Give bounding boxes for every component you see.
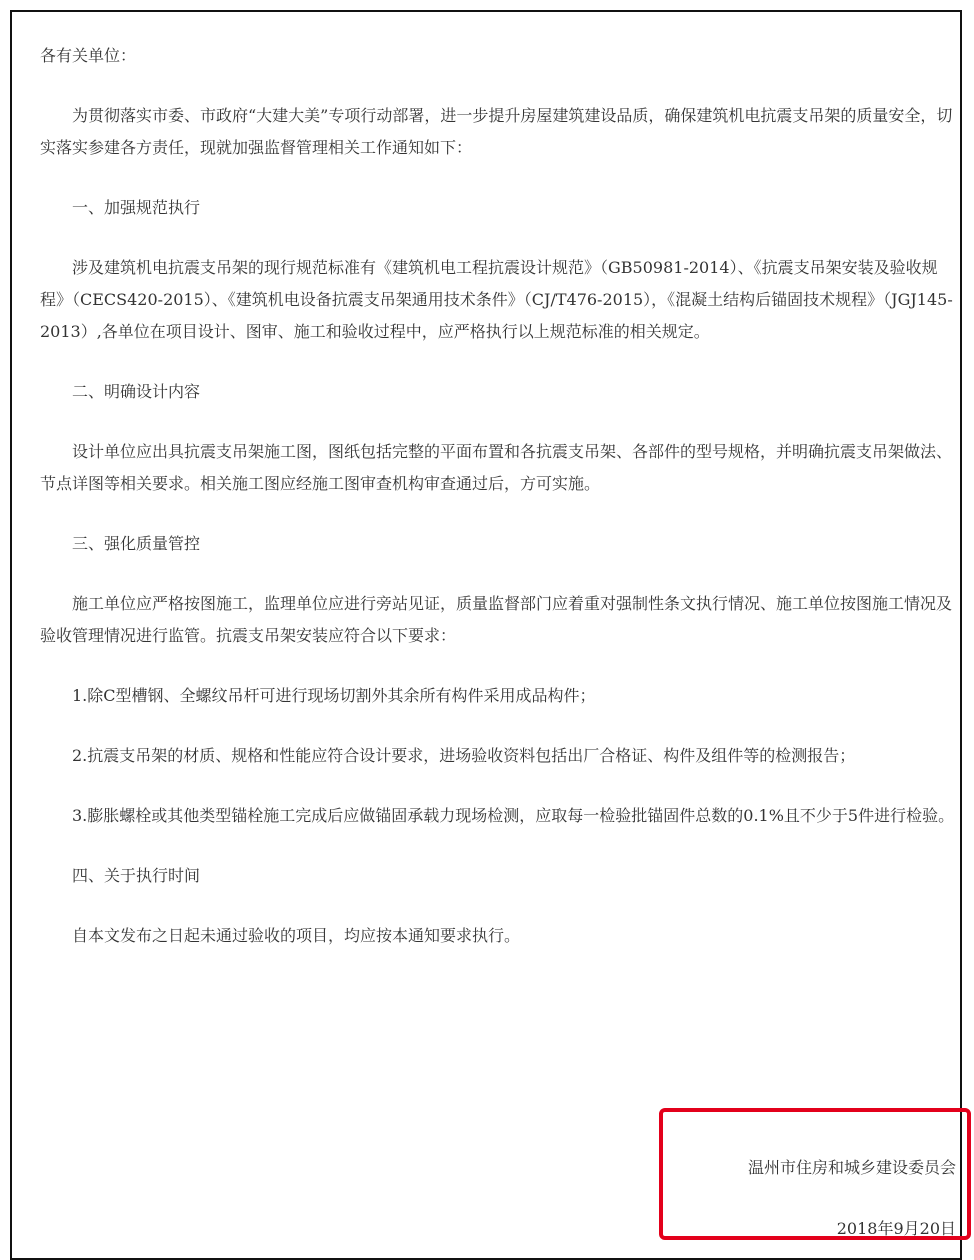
section-body-3: 施工单位应严格按图施工，监理单位应进行旁站见证，质量监督部门应着重对强制性条文执行情况、施工单位按图施工情况及验收管理情况进行监管。抗震支吊架安装应符合以下要求： bbox=[40, 594, 953, 645]
signature-date: 2018年9月20日 bbox=[836, 1219, 956, 1238]
document-body bbox=[40, 40, 958, 980]
document-page bbox=[10, 10, 962, 1260]
signature-organization: 温州市住房和城乡建设委员会 bbox=[747, 1158, 956, 1177]
requirement-item-3: 3.膨胀螺栓或其他类型锚栓施工完成后应做锚固承载力现场检测，应取每一检验批锚固件总数的0.1%且不少于5件进行检验。 bbox=[72, 806, 955, 825]
section-heading-2: 二、明确设计内容 bbox=[72, 382, 201, 401]
salutation: 各有关单位： bbox=[40, 46, 137, 65]
section-heading-4: 四、关于执行时间 bbox=[72, 866, 201, 885]
section-body-1: 涉及建筑机电抗震支吊架的现行规范标准有《建筑机电工程抗震设计规范》（GB50981-2014）、《抗震支吊架安装及验收规程》（CECS420-2015）、《建筑机电设备抗震支吊架通用技术条件》（CJ/T476-2015），《混凝土结构后锚固技术规程》（JGJ145-2013）,各单位在项目设计、图审、施工和验收过程中，应严格执行以上规范标准的相关规定。 bbox=[40, 258, 953, 341]
signature-highlight-box bbox=[659, 1108, 971, 1240]
section-body-2: 设计单位应出具抗震支吊架施工图，图纸包括完整的平面布置和各抗震支吊架、各部件的型号规格，并明确抗震支吊架做法、节点详图等相关要求。相关施工图应经施工图审查机构审查通过后，方可实施。 bbox=[40, 442, 953, 493]
section-heading-3: 三、强化质量管控 bbox=[72, 534, 201, 553]
intro-paragraph: 为贯彻落实市委、市政府“大建大美”专项行动部署，进一步提升房屋建筑建设品质，确保建筑机电抗震支吊架的质量安全，切实落实参建各方责任，现就加强监督管理相关工作通知如下： bbox=[40, 106, 953, 157]
requirement-item-2: 2.抗震支吊架的材质、规格和性能应符合设计要求，进场验收资料包括出厂合格证、构件及组件等的检测报告； bbox=[72, 746, 856, 765]
section-heading-1: 一、加强规范执行 bbox=[72, 198, 201, 217]
requirement-item-1: 1.除C型槽钢、全螺纹吊杆可进行现场切割外其余所有构件采用成品构件； bbox=[72, 686, 596, 705]
section-body-4: 自本文发布之日起未通过验收的项目，均应按本通知要求执行。 bbox=[72, 926, 521, 945]
